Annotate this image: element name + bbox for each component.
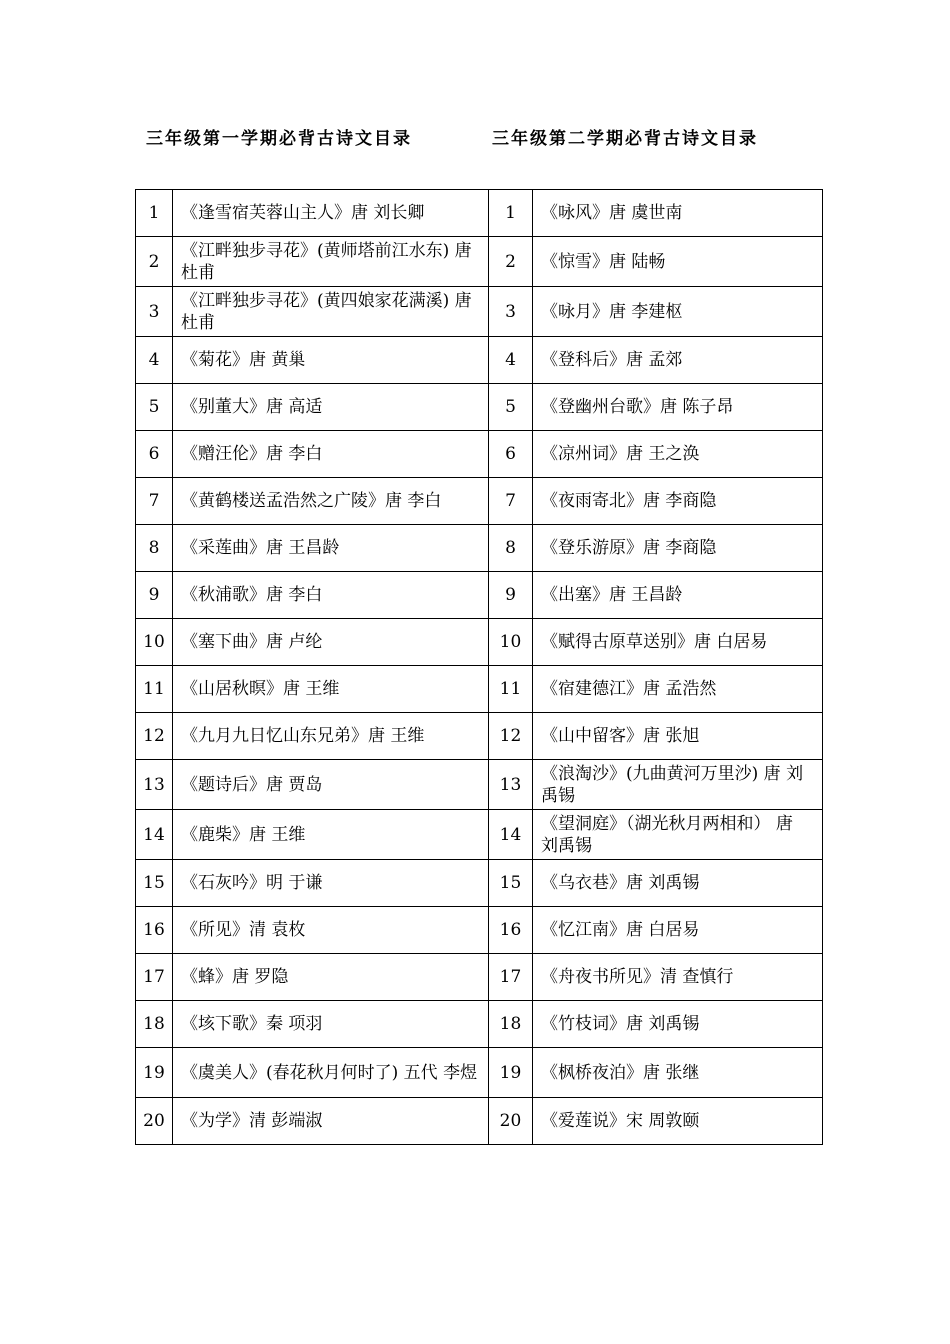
table-row — [136, 478, 823, 525]
semester2-number: 18 — [489, 1001, 533, 1048]
semester1-number: 9 — [136, 572, 173, 619]
semester2-number: 20 — [489, 1098, 533, 1145]
semester1-poem: 《黄鹤楼送孟浩然之广陵》唐 李白 — [173, 478, 489, 525]
semester1-poem: 《虞美人》(春花秋月何时了) 五代 李煜 — [173, 1048, 489, 1098]
semester1-heading: 三年级第一学期必背古诗文目录 — [146, 129, 412, 149]
semester1-number: 12 — [136, 713, 173, 760]
table-row — [136, 907, 823, 954]
semester2-number: 9 — [489, 572, 533, 619]
semester2-poem: 《惊雪》唐 陆畅 — [533, 237, 823, 287]
semester1-number: 15 — [136, 860, 173, 907]
table-row — [136, 572, 823, 619]
table-row — [136, 1048, 823, 1098]
semester1-poem: 《逢雪宿芙蓉山主人》唐 刘长卿 — [173, 190, 489, 237]
semester1-poem: 《山居秋暝》唐 王维 — [173, 666, 489, 713]
semester2-number: 8 — [489, 525, 533, 572]
semester2-number: 6 — [489, 431, 533, 478]
table-row — [136, 1001, 823, 1048]
page-headings — [0, 124, 950, 150]
semester1-number: 7 — [136, 478, 173, 525]
semester2-number: 1 — [489, 190, 533, 237]
semester2-number: 10 — [489, 619, 533, 666]
semester2-poem: 《登科后》唐 孟郊 — [533, 337, 823, 384]
semester1-poem: 《江畔独步寻花》(黄四娘家花满溪) 唐 杜甫 — [173, 287, 489, 337]
semester2-poem: 《出塞》唐 王昌龄 — [533, 572, 823, 619]
semester1-number: 5 — [136, 384, 173, 431]
semester1-poem: 《九月九日忆山东兄弟》唐 王维 — [173, 713, 489, 760]
table-row — [136, 810, 823, 860]
semester1-poem: 《蜂》唐 罗隐 — [173, 954, 489, 1001]
semester2-number: 12 — [489, 713, 533, 760]
semester1-number: 6 — [136, 431, 173, 478]
semester2-heading: 三年级第二学期必背古诗文目录 — [492, 129, 758, 149]
semester1-poem: 《秋浦歌》唐 李白 — [173, 572, 489, 619]
semester1-number: 8 — [136, 525, 173, 572]
semester1-poem: 《塞下曲》唐 卢纶 — [173, 619, 489, 666]
table-row — [136, 666, 823, 713]
semester2-number: 2 — [489, 237, 533, 287]
table-row — [136, 860, 823, 907]
semester2-poem: 《枫桥夜泊》唐 张继 — [533, 1048, 823, 1098]
semester2-number: 5 — [489, 384, 533, 431]
semester1-number: 2 — [136, 237, 173, 287]
table-row — [136, 525, 823, 572]
semester2-poem: 《舟夜书所见》清 查慎行 — [533, 954, 823, 1001]
table-row — [136, 237, 823, 287]
semester2-number: 19 — [489, 1048, 533, 1098]
semester1-poem: 《江畔独步寻花》(黄师塔前江水东) 唐 杜甫 — [173, 237, 489, 287]
semester2-number: 13 — [489, 760, 533, 810]
table-row — [136, 1098, 823, 1145]
semester2-poem: 《爱莲说》宋 周敦颐 — [533, 1098, 823, 1145]
semester1-number: 10 — [136, 619, 173, 666]
semester1-number: 20 — [136, 1098, 173, 1145]
semester2-number: 16 — [489, 907, 533, 954]
semester1-poem: 《鹿柴》唐 王维 — [173, 810, 489, 860]
semester2-poem: 《忆江南》唐 白居易 — [533, 907, 823, 954]
table-row — [136, 431, 823, 478]
semester2-poem: 《山中留客》唐 张旭 — [533, 713, 823, 760]
table-row — [136, 713, 823, 760]
semester2-number: 14 — [489, 810, 533, 860]
semester2-poem: 《夜雨寄北》唐 李商隐 — [533, 478, 823, 525]
semester1-poem: 《赠汪伦》唐 李白 — [173, 431, 489, 478]
semester1-poem: 《为学》清 彭端淑 — [173, 1098, 489, 1145]
semester1-number: 3 — [136, 287, 173, 337]
semester2-number: 15 — [489, 860, 533, 907]
poem-table — [135, 189, 823, 1145]
semester2-poem: 《望洞庭》（湖光秋月两相和） 唐 刘禹锡 — [533, 810, 823, 860]
semester2-poem: 《乌衣巷》唐 刘禹锡 — [533, 860, 823, 907]
semester1-number: 16 — [136, 907, 173, 954]
semester1-number: 13 — [136, 760, 173, 810]
semester1-poem: 《别董大》唐 高适 — [173, 384, 489, 431]
semester2-poem: 《登乐游原》唐 李商隐 — [533, 525, 823, 572]
semester2-poem: 《浪淘沙》(九曲黄河万里沙) 唐 刘禹锡 — [533, 760, 823, 810]
semester2-number: 11 — [489, 666, 533, 713]
semester1-poem: 《题诗后》唐 贾岛 — [173, 760, 489, 810]
semester1-number: 18 — [136, 1001, 173, 1048]
semester2-poem: 《凉州词》唐 王之涣 — [533, 431, 823, 478]
semester1-poem: 《垓下歌》秦 项羽 — [173, 1001, 489, 1048]
semester2-number: 7 — [489, 478, 533, 525]
semester1-number: 19 — [136, 1048, 173, 1098]
semester1-number: 14 — [136, 810, 173, 860]
table-row — [136, 190, 823, 237]
semester1-number: 4 — [136, 337, 173, 384]
semester2-poem: 《宿建德江》唐 孟浩然 — [533, 666, 823, 713]
table-row — [136, 954, 823, 1001]
semester1-number: 11 — [136, 666, 173, 713]
table-row — [136, 760, 823, 810]
semester2-poem: 《登幽州台歌》唐 陈子昂 — [533, 384, 823, 431]
semester1-poem: 《所见》清 袁枚 — [173, 907, 489, 954]
semester2-poem: 《赋得古原草送别》唐 白居易 — [533, 619, 823, 666]
table-row — [136, 337, 823, 384]
semester2-number: 17 — [489, 954, 533, 1001]
table-row — [136, 287, 823, 337]
semester2-number: 4 — [489, 337, 533, 384]
semester2-poem: 《咏月》唐 李建枢 — [533, 287, 823, 337]
semester1-poem: 《石灰吟》明 于谦 — [173, 860, 489, 907]
table-row — [136, 384, 823, 431]
semester1-number: 17 — [136, 954, 173, 1001]
semester2-poem: 《竹枝词》唐 刘禹锡 — [533, 1001, 823, 1048]
semester2-poem: 《咏风》唐 虞世南 — [533, 190, 823, 237]
semester1-poem: 《采莲曲》唐 王昌龄 — [173, 525, 489, 572]
semester1-number: 1 — [136, 190, 173, 237]
semester2-number: 3 — [489, 287, 533, 337]
table-row — [136, 619, 823, 666]
semester1-poem: 《菊花》唐 黄巢 — [173, 337, 489, 384]
